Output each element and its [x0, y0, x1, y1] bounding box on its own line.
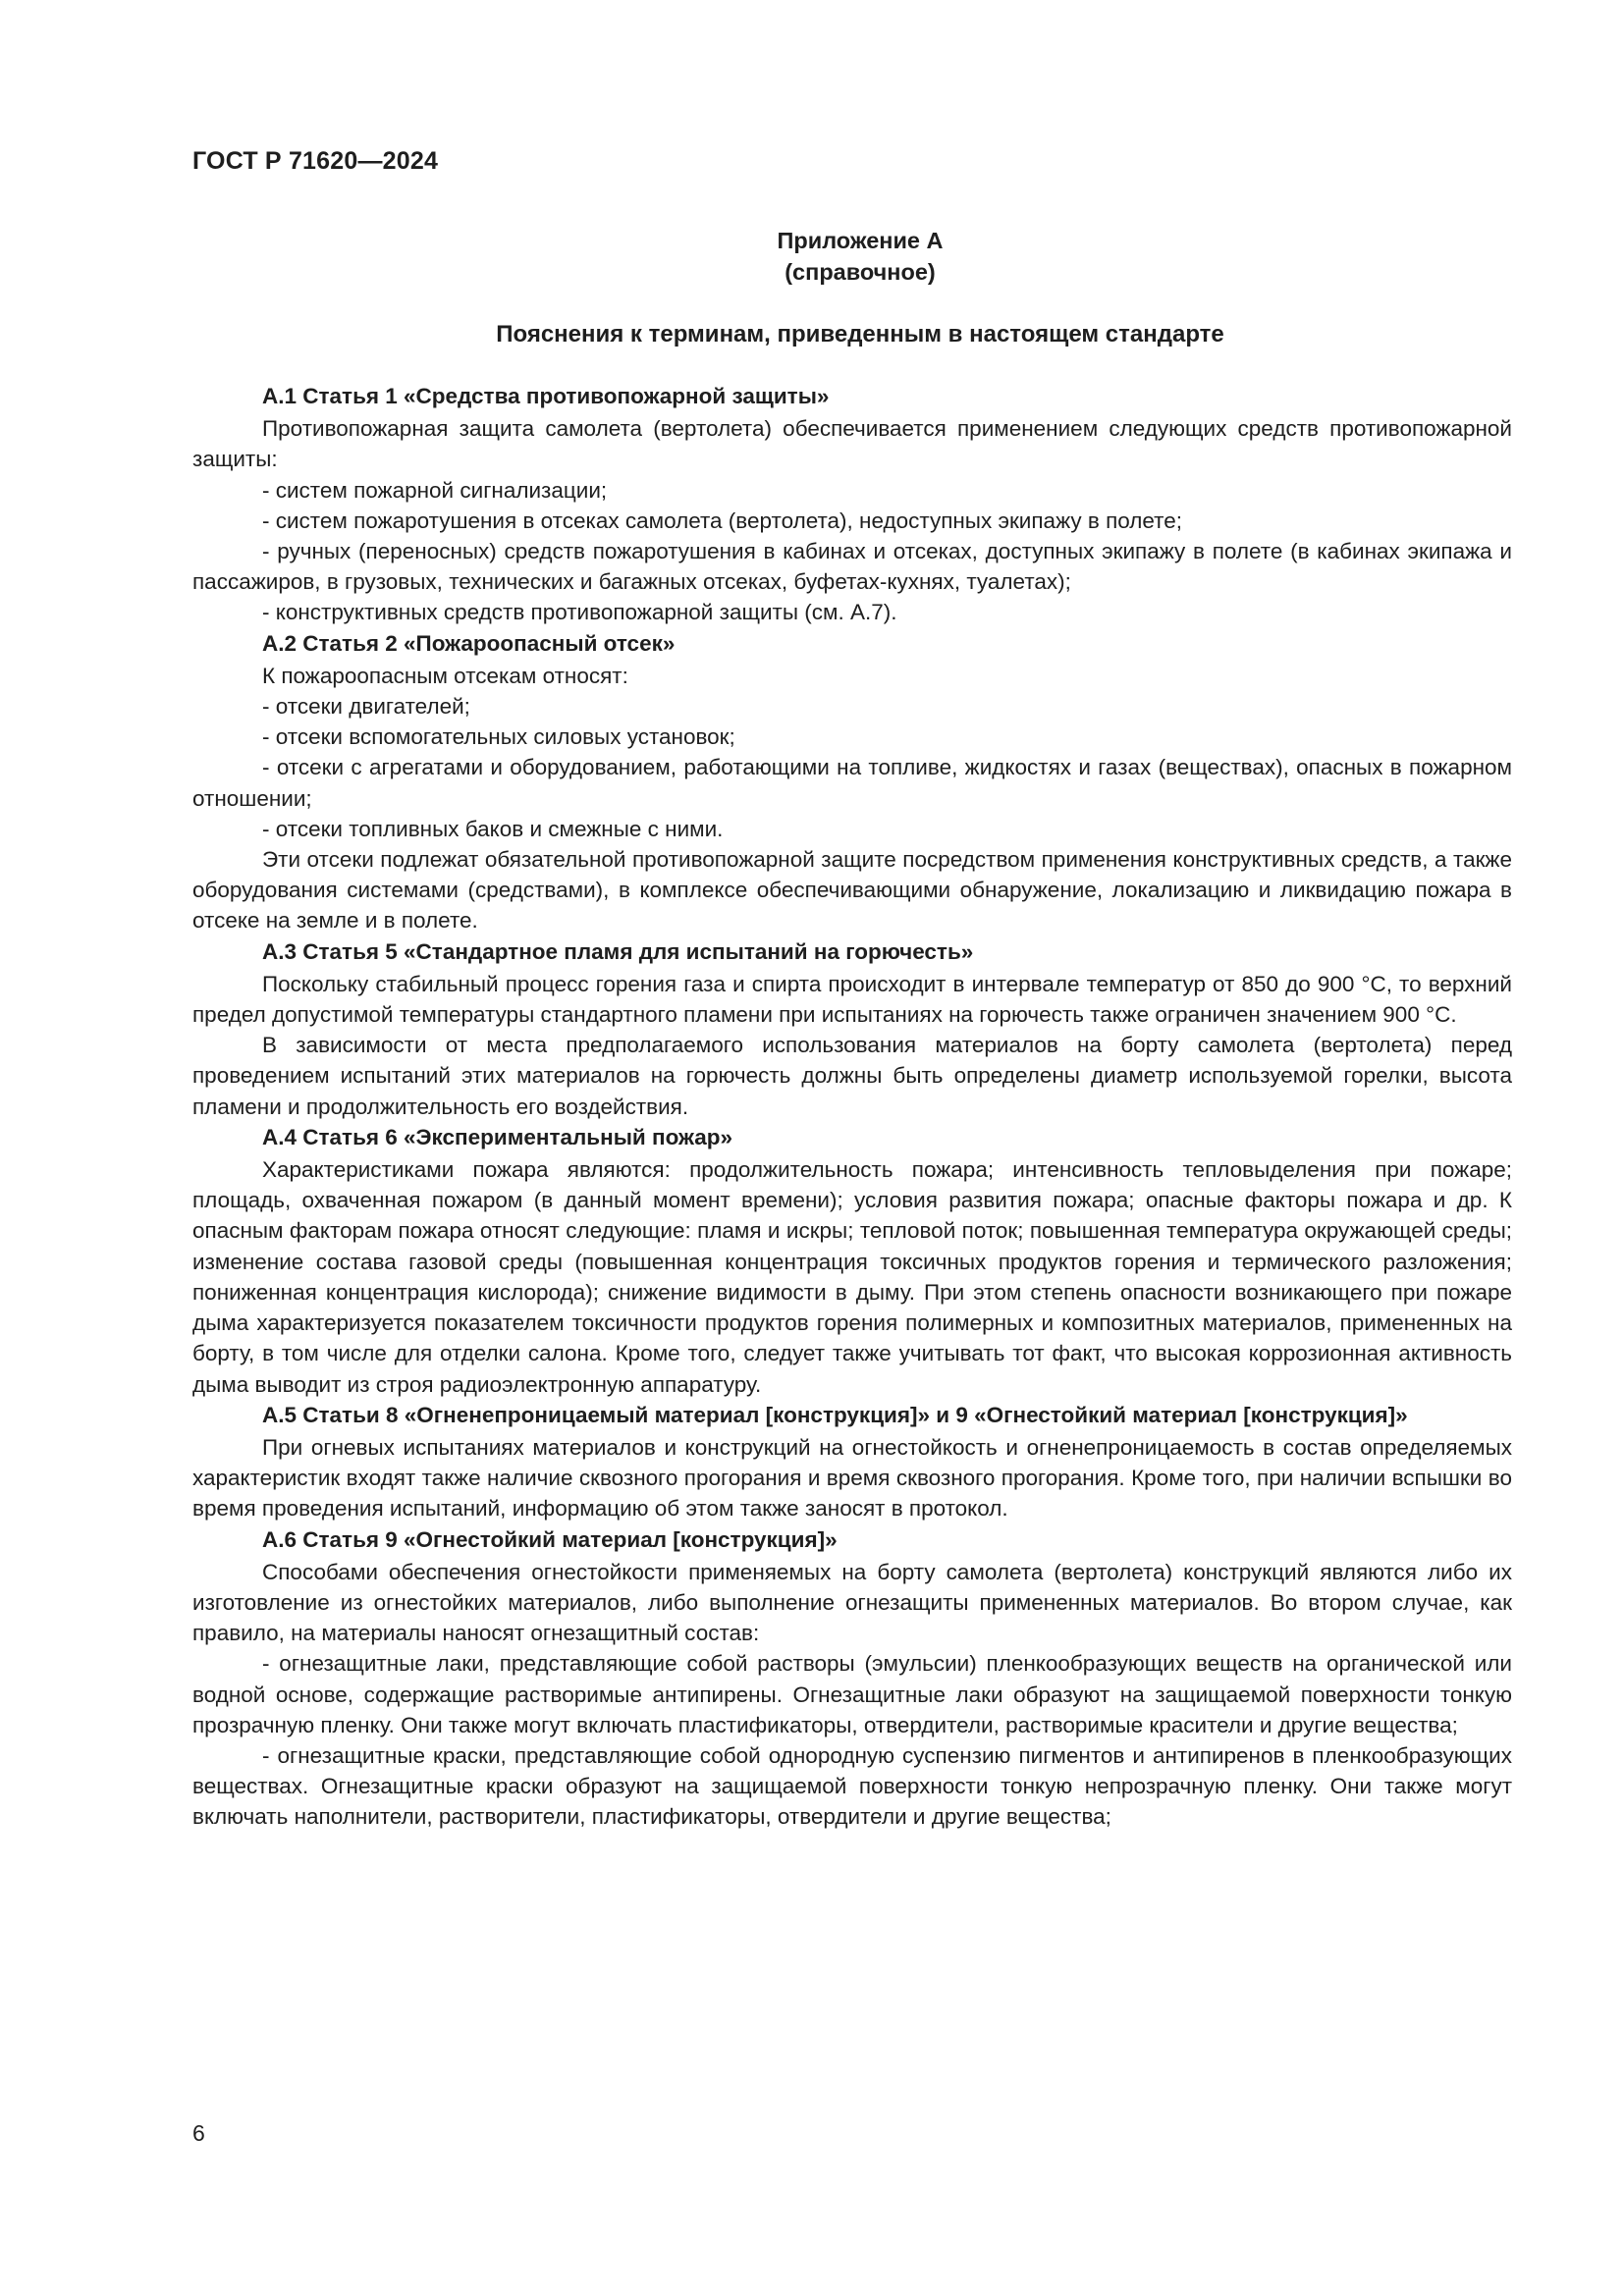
- document-body: [192, 381, 1512, 1833]
- list-item: - отсеки двигателей;: [262, 694, 470, 720]
- appendix-title: Приложение А: [777, 228, 944, 253]
- section: [192, 936, 1512, 1122]
- paragraph: Эти отсеки подлежат обязательной противопожарной защите посредством применения конструктивных средств, а также оборудования системами (средствами), в комплексе обеспечивающими обнаружение, локализацию и ликвидацию пожара в отсеке на земле и в полете.: [192, 847, 1512, 934]
- section: [192, 628, 1512, 936]
- section-title: А.5 Статьи 8 «Огненепроницаемый материал [конструкция]» и 9 «Огнестойкий материал [конструкция]»: [262, 1402, 1408, 1427]
- list-item: - систем пожарной сигнализации;: [262, 477, 608, 503]
- section: [192, 1524, 1512, 1833]
- page-title: Пояснения к терминам, приведенным в настоящем стандарте: [496, 321, 1224, 347]
- section: [192, 1122, 1512, 1400]
- paragraph: Способами обеспечения огнестойкости применяемых на борту самолета (вертолета) конструкций являются либо их изготовление из огнестойких материалов, либо выполнение огнезащиты примененных материалов. Во втором случае, как правило, на материалы наносят огнезащитный состав:: [192, 1559, 1512, 1646]
- list-item: - огнезащитные краски, представляющие собой однородную суспензию пигментов и антипиренов в пленкообразующих веществах. Огнезащитные краски образуют на защищаемой поверхности тонкую непрозрачную пленку. Они также могут включать наполнители, растворители, пластификаторы, отвердители и другие вещества;: [192, 1742, 1512, 1830]
- paragraph: Характеристиками пожара являются: продолжительность пожара; интенсивность тепловыделения при пожаре; площадь, охваченная пожаром (в данный момент времени); условия развития пожара; опасные факторы пожара и др. К опасным факторам пожара относят следующие: пламя и искры; тепловой поток; повышенная температура окружающей среды; изменение состава газовой среды (повышенная концентрация токсичных продуктов горения и термического разложения; пониженная концентрация кислорода); снижение видимости в дыму. При этом степень опасности возникающего при пожаре дыма характеризуется показателем токсичности продуктов горения полимерных и композитных материалов, примененных на борту, в том числе для отделки салона. Кроме того, следует также учитывать тот факт, что высокая коррозионная активность дыма выводит из строя радиоэлектронную аппаратуру.: [192, 1157, 1512, 1397]
- list-item: - отсеки вспомогательных силовых установок;: [262, 724, 735, 750]
- list-item: - отсеки с агрегатами и оборудованием, работающими на топливе, жидкостях и газах (веществах), опасных в пожарном отношении;: [192, 755, 1512, 811]
- list-item: - конструктивных средств противопожарной защиты (см. А.7).: [262, 600, 897, 625]
- appendix-type: (справочное): [785, 259, 936, 285]
- list-item: - систем пожаротушения в отсеках самолета (вертолета), недоступных экипажу в полете;: [262, 507, 1182, 533]
- paragraph: Поскольку стабильный процесс горения газа и спирта происходит в интервале температур от 850 до 900 °С, то верхний предел допустимой температуры стандартного пламени при испытаниях на горючесть также ограничен значением 900 °С.: [192, 971, 1512, 1028]
- section-title: А.4 Статья 6 «Экспериментальный пожар»: [262, 1124, 733, 1149]
- document-header: ГОСТ Р 71620—2024: [192, 147, 439, 175]
- list-item: - отсеки топливных баков и смежные с ними.: [262, 816, 724, 841]
- paragraph: В зависимости от места предполагаемого использования материалов на борту самолета (вертолета) перед проведением испытаний этих материалов на горючесть должны быть определены диаметр используемой горелки, высота пламени и продолжительность его воздействия.: [192, 1033, 1512, 1119]
- section-title: А.3 Статья 5 «Стандартное пламя для испытаний на горючесть»: [262, 938, 974, 964]
- appendix-heading: [0, 225, 1624, 288]
- section-title: А.1 Статья 1 «Средства противопожарной защиты»: [262, 384, 830, 408]
- section-title: А.2 Статья 2 «Пожароопасный отсек»: [262, 630, 676, 656]
- paragraph: К пожароопасным отсекам относят:: [262, 663, 628, 688]
- paragraph: Противопожарная защита самолета (вертолета) обеспечивается применением следующих средств противопожарной защиты:: [192, 416, 1512, 472]
- page-number: 6: [192, 2120, 205, 2146]
- list-item: - ручных (переносных) средств пожаротушения в кабинах и отсеках, доступных экипажу в полете (в кабинах экипажа и пассажиров, в грузовых, технических и багажных отсеках, буфетах-кухнях, туалетах);: [192, 539, 1512, 595]
- section: [192, 381, 1512, 628]
- list-item: - огнезащитные лаки, представляющие собой растворы (эмульсии) пленкообразующих веществ на органической или водной основе, содержащие растворимые антипирены. Огнезащитные лаки образуют на защищаемой поверхности тонкую прозрачную пленку. Они также могут включать пластификаторы, отвердители, растворимые красители и другие вещества;: [192, 1651, 1512, 1737]
- section: [192, 1400, 1512, 1524]
- paragraph: При огневых испытаниях материалов и конструкций на огнестойкость и огненепроницаемость в состав определяемых характеристик входят также наличие сквозного прогорания и время сквозного прогорания. Кроме того, при наличии вспышки во время проведения испытаний, информацию об этом также заносят в протокол.: [192, 1434, 1512, 1522]
- section-title: А.6 Статья 9 «Огнестойкий материал [конструкция]»: [262, 1526, 838, 1552]
